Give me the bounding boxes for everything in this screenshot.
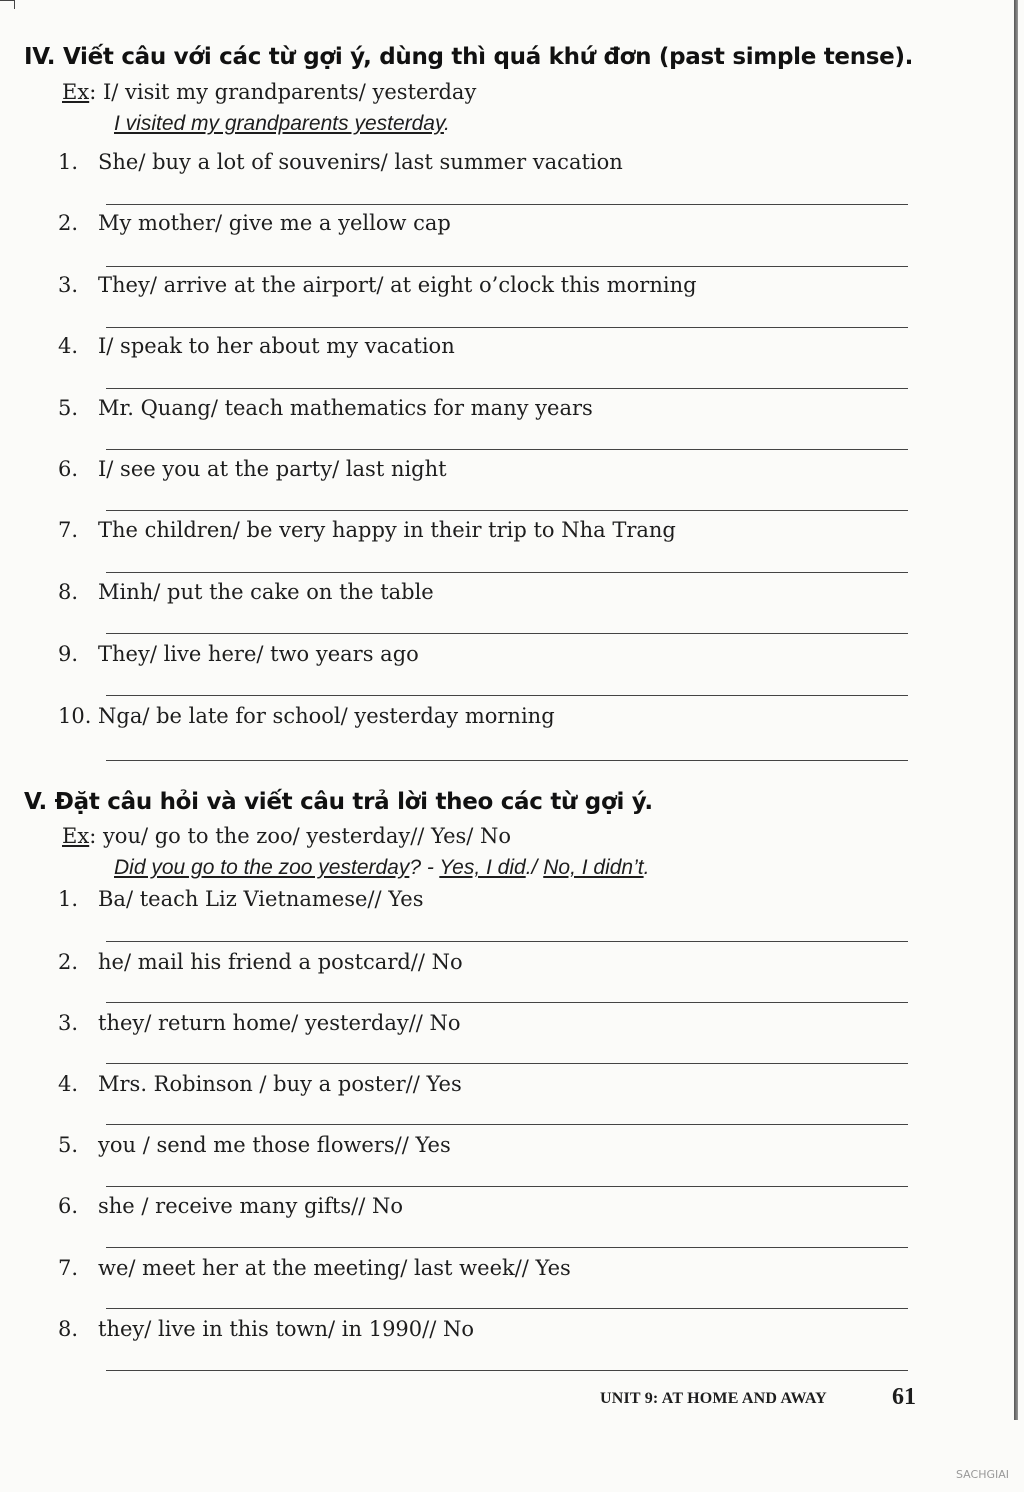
item-number: 4. bbox=[58, 1072, 79, 1096]
item-prompt: Nga/ be late for school/ yesterday morning bbox=[98, 704, 555, 728]
item-prompt: they/ live in this town/ in 1990// No bbox=[98, 1317, 474, 1341]
exercise-item-iv-2 bbox=[58, 211, 451, 235]
answer-line-v-1[interactable] bbox=[106, 941, 908, 942]
scan-corner-mark bbox=[0, 0, 15, 9]
item-prompt: he/ mail his friend a postcard// No bbox=[98, 950, 463, 974]
unit-title: UNIT 9: AT HOME AND AWAY bbox=[600, 1390, 827, 1407]
exercise-item-v-1 bbox=[58, 887, 424, 911]
answer-line-v-4[interactable] bbox=[106, 1124, 908, 1125]
item-number: 7. bbox=[58, 518, 79, 542]
item-number: 6. bbox=[58, 457, 79, 481]
answer-line-v-3[interactable] bbox=[106, 1063, 908, 1064]
answer-line-iv-10[interactable] bbox=[106, 760, 908, 761]
exercise-item-iv-6 bbox=[58, 457, 447, 481]
exercise-item-iv-9 bbox=[58, 642, 419, 666]
answer-line-v-2[interactable] bbox=[106, 1002, 908, 1003]
item-prompt: they/ return home/ yesterday// No bbox=[98, 1011, 461, 1035]
exercise-item-iv-4 bbox=[58, 334, 455, 358]
section-iv-heading: IV. Viết câu với các từ gợi ý, dùng thì quá khứ đơn (past simple tense). bbox=[24, 44, 914, 70]
exercise-item-iv-7 bbox=[58, 518, 676, 542]
item-prompt: I/ speak to her about my vacation bbox=[98, 334, 455, 358]
answer-line-iv-3[interactable] bbox=[106, 327, 908, 328]
exercise-item-v-4 bbox=[58, 1072, 462, 1096]
example-prompt: : I/ visit my grandparents/ yesterday bbox=[89, 80, 477, 104]
exercise-item-v-5 bbox=[58, 1133, 451, 1157]
exercise-item-iv-8 bbox=[58, 580, 434, 604]
item-prompt: you / send me those flowers// Yes bbox=[98, 1133, 451, 1157]
answer-line-iv-7[interactable] bbox=[106, 572, 908, 573]
item-prompt: she / receive many gifts// No bbox=[98, 1194, 403, 1218]
item-number: 1. bbox=[58, 887, 79, 911]
example-answer-yes: Yes, I did bbox=[439, 856, 526, 879]
item-number: 2. bbox=[58, 950, 79, 974]
example-label: Ex bbox=[62, 80, 90, 104]
item-prompt: They/ arrive at the airport/ at eight o’clock this morning bbox=[98, 273, 697, 297]
exercise-item-v-8 bbox=[58, 1317, 474, 1341]
example-answer-period: . bbox=[443, 112, 450, 135]
item-prompt: we/ meet her at the meeting/ last week// Yes bbox=[98, 1256, 571, 1280]
item-number: 3. bbox=[58, 1011, 79, 1035]
answer-line-v-8[interactable] bbox=[106, 1370, 908, 1371]
answer-line-v-7[interactable] bbox=[106, 1308, 908, 1309]
page-number: 61 bbox=[892, 1384, 916, 1410]
item-prompt: Mr. Quang/ teach mathematics for many years bbox=[98, 396, 593, 420]
exercise-item-v-3 bbox=[58, 1011, 461, 1035]
exercise-item-v-6 bbox=[58, 1194, 403, 1218]
answer-line-iv-5[interactable] bbox=[106, 449, 908, 450]
item-prompt: Mrs. Robinson / buy a poster// Yes bbox=[98, 1072, 462, 1096]
answer-line-iv-8[interactable] bbox=[106, 633, 908, 634]
item-prompt: Minh/ put the cake on the table bbox=[98, 580, 434, 604]
exercise-item-iv-5 bbox=[58, 396, 593, 420]
answer-line-iv-1[interactable] bbox=[106, 204, 908, 205]
example-answer-separator: ./ bbox=[525, 856, 544, 879]
example-prompt: : you/ go to the zoo/ yesterday// Yes/ No bbox=[89, 824, 512, 848]
section-v-example bbox=[62, 824, 511, 848]
section-v-example-answer bbox=[114, 856, 649, 880]
example-answer-no: No, I didn’t bbox=[543, 856, 644, 879]
exercise-item-iv-3 bbox=[58, 273, 697, 297]
item-prompt: Ba/ teach Liz Vietnamese// Yes bbox=[98, 887, 424, 911]
item-prompt: She/ buy a lot of souvenirs/ last summer vacation bbox=[98, 150, 623, 174]
item-number: 7. bbox=[58, 1256, 79, 1280]
example-answer-text: I visited my grandparents yesterday bbox=[114, 112, 444, 135]
exercise-item-v-7 bbox=[58, 1256, 571, 1280]
item-prompt: They/ live here/ two years ago bbox=[98, 642, 419, 666]
section-v-heading: V. Đặt câu hỏi và viết câu trả lời theo các từ gợi ý. bbox=[24, 789, 653, 815]
item-number: 10. bbox=[58, 704, 92, 728]
item-number: 3. bbox=[58, 273, 79, 297]
item-number: 5. bbox=[58, 1133, 79, 1157]
item-number: 5. bbox=[58, 396, 79, 420]
example-answer-separator: ? - bbox=[409, 856, 440, 879]
exercise-item-iv-1 bbox=[58, 150, 623, 174]
item-number: 1. bbox=[58, 150, 79, 174]
item-number: 9. bbox=[58, 642, 79, 666]
example-answer-period: . bbox=[643, 856, 650, 879]
item-prompt: I/ see you at the party/ last night bbox=[98, 457, 447, 481]
answer-line-iv-9[interactable] bbox=[106, 695, 908, 696]
answer-line-iv-2[interactable] bbox=[106, 266, 908, 267]
example-answer-question: Did you go to the zoo yesterday bbox=[114, 856, 410, 879]
section-iv-example-answer bbox=[114, 112, 450, 136]
item-prompt: The children/ be very happy in their trip to Nha Trang bbox=[98, 518, 676, 542]
answer-line-v-5[interactable] bbox=[106, 1186, 908, 1187]
watermark: SACHGIAI bbox=[956, 1468, 1010, 1481]
exercise-item-v-2 bbox=[58, 950, 463, 974]
page-binding-edge bbox=[1014, 0, 1018, 1420]
item-prompt: My mother/ give me a yellow cap bbox=[98, 211, 451, 235]
item-number: 8. bbox=[58, 1317, 79, 1341]
item-number: 2. bbox=[58, 211, 79, 235]
example-label: Ex bbox=[62, 824, 90, 848]
answer-line-iv-4[interactable] bbox=[106, 388, 908, 389]
item-number: 4. bbox=[58, 334, 79, 358]
answer-line-v-6[interactable] bbox=[106, 1247, 908, 1248]
answer-line-iv-6[interactable] bbox=[106, 510, 908, 511]
section-iv-example bbox=[62, 80, 476, 104]
exercise-item-iv-10 bbox=[58, 704, 555, 728]
item-number: 8. bbox=[58, 580, 79, 604]
item-number: 6. bbox=[58, 1194, 79, 1218]
